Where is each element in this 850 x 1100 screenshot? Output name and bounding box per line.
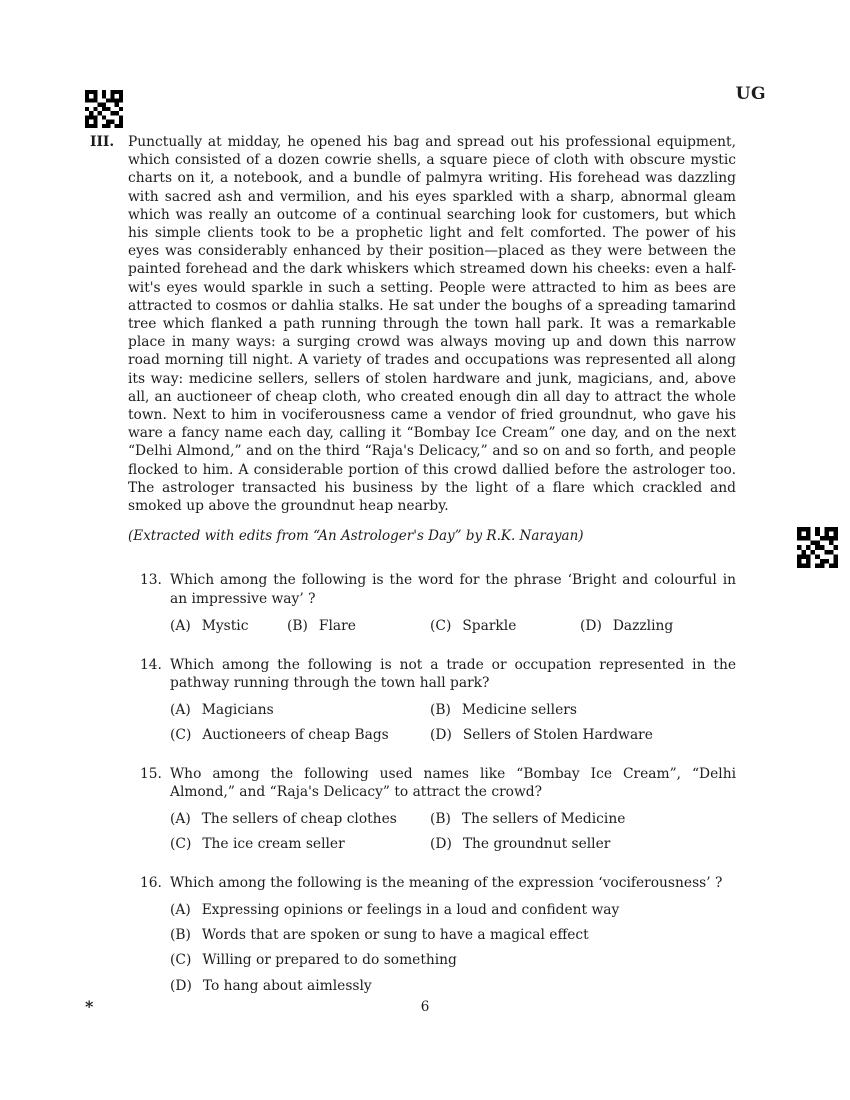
option-label: (C) xyxy=(170,726,192,743)
question-text: Which among the following is not a trade or occupation represented in the pathway running through the town hall park? xyxy=(170,657,736,692)
option-label: (A) xyxy=(170,702,191,719)
question-text: Which among the following is the meaning of the expression ‘vociferousness’ ? xyxy=(170,874,723,891)
option-d xyxy=(170,977,736,995)
option-a xyxy=(170,701,430,719)
option-b xyxy=(430,810,736,828)
corner-label: UG xyxy=(735,84,766,104)
option-text: Sellers of Stolen Hardware xyxy=(462,726,653,743)
option-c xyxy=(170,726,430,744)
option-label: (A) xyxy=(170,901,191,918)
option-label: (A) xyxy=(170,811,191,828)
option-d xyxy=(430,726,736,744)
question-14 xyxy=(140,656,736,744)
question-body xyxy=(170,571,736,635)
option-a xyxy=(170,901,736,919)
option-label: (B) xyxy=(170,927,191,944)
option-text: Mystic xyxy=(201,617,249,634)
option-text: Words that are spoken or sung to have a magical effect xyxy=(201,927,589,944)
option-text: The sellers of Medicine xyxy=(461,811,626,828)
options-grid xyxy=(170,810,736,852)
option-b xyxy=(170,926,736,944)
option-label: (A) xyxy=(170,617,191,634)
question-number: 14. xyxy=(140,657,162,674)
option-text: The sellers of cheap clothes xyxy=(201,811,397,828)
question-body xyxy=(170,765,736,853)
option-label: (B) xyxy=(430,702,451,719)
option-label: (C) xyxy=(170,835,192,852)
option-label: (B) xyxy=(287,617,308,634)
option-text: To hang about aimlessly xyxy=(202,977,372,994)
qr-code-top-icon xyxy=(85,90,123,128)
question-15 xyxy=(140,765,736,853)
option-text: Expressing opinions or feelings in a loud and confident way xyxy=(201,901,620,918)
options-stack xyxy=(170,901,736,995)
option-label: (D) xyxy=(430,726,452,743)
option-text: Flare xyxy=(318,617,356,634)
question-number: 16. xyxy=(140,874,162,891)
question-text: Which among the following is the word for the phrase ‘Bright and colourful in an impressive way’ ? xyxy=(170,572,736,607)
options-row xyxy=(170,617,736,635)
option-text: Auctioneers of cheap Bags xyxy=(202,726,389,743)
question-number: 15. xyxy=(140,765,162,782)
question-body xyxy=(170,874,736,1002)
footer-asterisk: * xyxy=(85,997,94,1016)
main-content xyxy=(90,133,736,1023)
question-16 xyxy=(140,874,736,1002)
option-b xyxy=(287,617,430,635)
options-grid xyxy=(170,701,736,743)
passage-section xyxy=(90,133,736,515)
option-text: Medicine sellers xyxy=(461,702,577,719)
option-c xyxy=(430,617,580,635)
option-text: Sparkle xyxy=(462,617,517,634)
option-label: (D) xyxy=(580,617,602,634)
question-number: 13. xyxy=(140,572,162,589)
option-label: (C) xyxy=(170,952,192,969)
option-c xyxy=(170,951,736,969)
option-label: (B) xyxy=(430,811,451,828)
option-text: Willing or prepared to do something xyxy=(202,952,457,969)
option-label: (D) xyxy=(430,835,452,852)
question-body xyxy=(170,656,736,744)
option-text: The groundnut seller xyxy=(462,835,611,852)
page-number: 6 xyxy=(420,999,430,1015)
option-d xyxy=(430,835,736,853)
passage-text: Punctually at midday, he opened his bag and spread out his professional equipment, which consisted of a dozen cowrie shells, a square piece of cloth with obscure mystic charts on it, a notebook, and a bundle of palmyra writing. His forehead was dazzling with sacred ash and vermilion, and his eyes sparkled with a sharp, abnormal gleam which was really an outcome of a continual searching look for customers, but which his simple clients took to be a prophetic light and felt comforted. The power of his eyes was considerably enhanced by their position—placed as they were between the painted forehead and the dark whiskers which streamed down his cheeks: even a half-wit's eyes would sparkle in such a setting. People were attracted to him as bees are attracted to cosmos or dahlia stalks. He sat under the boughs of a spreading tamarind tree which flanked a path running through the town hall park. It was a remarkable place in many ways: a surging crowd was always moving up and down this narrow road morning till night. A variety of trades and occupations was represented all along its way: medicine sellers, sellers of stolen hardware and junk, magicians, and, above all, an auctioneer of cheap cloth, who created enough din all day to attract the whole town. Next to him in vociferousness came a vendor of fried groundnut, who gave his ware a fancy name each day, calling it “Bombay Ice Cream” one day, and on the next “Delhi Almond,” and on the third “Raja's Delicacy,” and so on and so forth, and people flocked to him. A considerable portion of this crowd dallied before the astrologer too. The astrologer transacted his business by the light of a flare which crackled and smoked up above the groundnut heap nearby. xyxy=(128,134,736,515)
option-a xyxy=(170,810,430,828)
option-label: (C) xyxy=(430,617,452,634)
option-text: Magicians xyxy=(201,702,274,719)
option-b xyxy=(430,701,736,719)
option-label: (D) xyxy=(170,977,192,994)
option-d xyxy=(580,617,673,635)
questions-list xyxy=(140,571,736,1001)
option-a xyxy=(170,617,287,635)
option-text: The ice cream seller xyxy=(202,835,345,852)
qr-code-side-icon xyxy=(797,527,838,568)
option-c xyxy=(170,835,430,853)
question-13 xyxy=(140,571,736,635)
question-text: Who among the following used names like “Bombay Ice Cream”, “Delhi Almond,” and “Raja's Delicacy” to attract the crowd? xyxy=(170,765,736,801)
section-number: III. xyxy=(90,134,115,150)
passage-attribution: (Extracted with edits from “An Astrologer's Day” by R.K. Narayan) xyxy=(128,528,584,545)
option-text: Dazzling xyxy=(612,617,674,634)
